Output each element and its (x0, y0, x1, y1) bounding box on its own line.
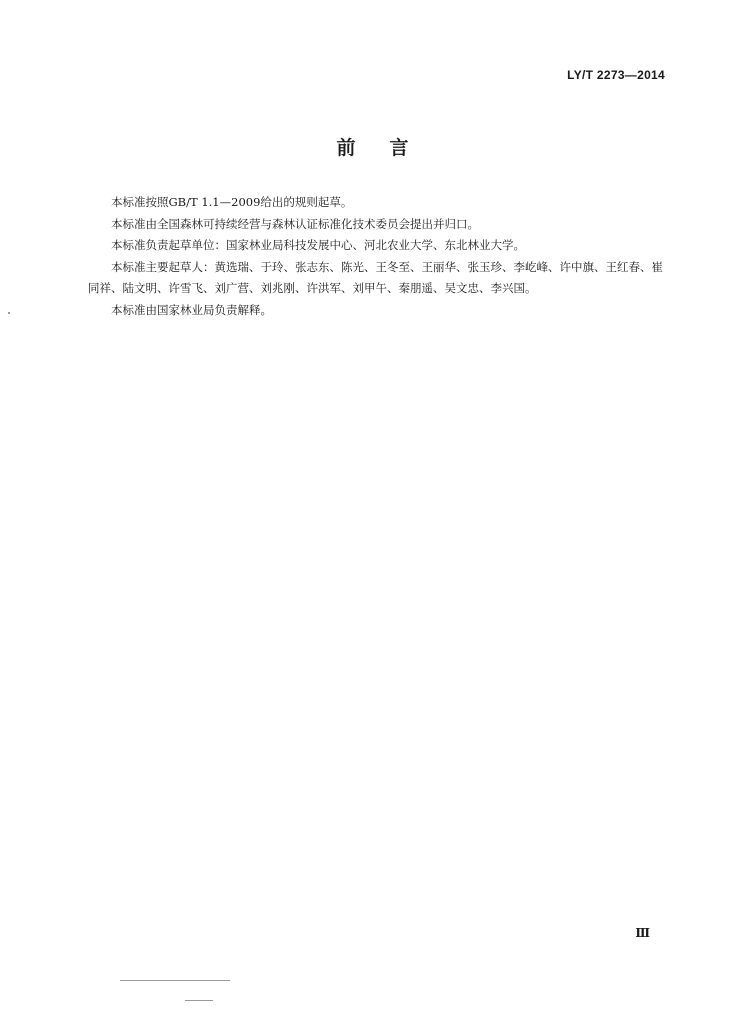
paragraph-drafting-units: 本标准负责起草单位：国家林业局科技发展中心、河北农业大学、东北林业大学。 (111, 238, 525, 253)
foreword-body (88, 192, 664, 322)
paragraph-drafters: 本标准主要起草人：黄选瑞、于玲、张志东、陈光、王冬至、王丽华、张玉珍、李屹峰、许中旗、王红春、崔同祥、陆文明、许雪飞、刘广营、刘兆刚、许洪军、刘甲午、秦朋遥、吴文忠、李兴国。 (88, 259, 663, 296)
paragraph-drafting-rules: 本标准按照GB/T 1.1—2009给出的规则起草。 (111, 195, 353, 209)
page-title: 前言 (336, 137, 443, 159)
page-number: Ⅲ (635, 926, 650, 940)
scan-artifact-line (120, 980, 230, 981)
standard-number: LY/T 2273—2014 (567, 68, 665, 82)
scan-artifact-dot (8, 312, 10, 314)
scan-artifact-line (185, 1000, 213, 1001)
paragraph-interpretation: 本标准由国家林业局负责解释。 (111, 302, 272, 317)
paragraph-proposer: 本标准由全国森林可持续经营与森林认证标准化技术委员会提出并归口。 (111, 216, 479, 231)
